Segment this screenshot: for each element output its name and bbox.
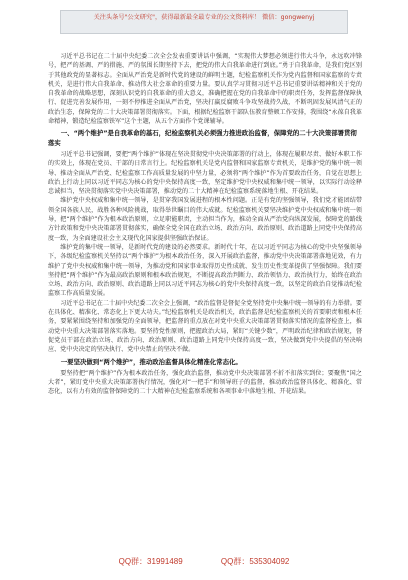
body-paragraph: 维护党的集中统一领导，是新时代党的建设的必然要求。新时代十年，在以习近平同志为核心的党中央坚强领导下，各级纪检监察机关坚持以“两个维护”为根本政治任务，深入开展政治监督，推动党中央决策部署落地见效，有力维护了党中央权威和集中统一领导，为推动党和国家事业取得历史性成就、发生历史性变革提供了坚强保障。我们要坚持把“两个维护”作为最高政治原则和根本政治规矩，不断提高政治判断力、政治领悟力、政治执行力，始终在政治立场、政治方向、政治原则、政治道路上同以习近平同志为核心的党中央保持高度一致，以坚定的政治自觉推动纪检监察工作高质量发展。: [48, 243, 362, 298]
qq-group-2: QQ群：535304092: [220, 557, 290, 566]
body-paragraph: 维护党中央权威和集中统一领导，是贯穿我国发展进程的根本性问题。正是有党的坚强领导，我们党才能团结带领全国各族人民，战胜各种风险挑战，取得举世瞩目的伟大成就。纪检监察机关要坚决维护党中央权威和集中统一领导，把“两个维护”作为根本政治原则，立足职能职责，主动担当作为，推动全面从严治党向纵深发展，保障党的路线方针政策和党中央决策部署贯彻落实，确保全党全国在政治立场、政治方向、政治原则、政治道路上同党中央保持高度一致，为全面建设社会主义现代化国家提供坚强政治保证。: [48, 197, 362, 242]
section-heading-1: 一、“两个维护”是自我革命的基石，纪检监察机关必须强力推进政治监督，保障党的二十大决策部署贯彻落实: [48, 129, 357, 147]
document-body: [48, 52, 362, 397]
qq-group-1: QQ群：31991489: [118, 557, 183, 566]
section-heading-2: 一要坚决做到“两个维护”，推动政治监督具体化精准化常态化。: [60, 357, 242, 366]
intro-paragraph: 习近平总书记在二十届中央纪委二次全会发表重要讲话中强调，“实现伟大梦想必须进行伟大斗争，永远吹冲锋号，把严的基调、严的措施、严的氛围长期坚持下去，把党的伟大自我革命进行到底。”勇于自我革命，是我们党区别于其他政党的显著标志。全面从严治党是新时代党的建设的鲜明主题，纪检监察机关作为党内监督和国家监察的专责机关，是进行伟大自我革命、推动伟大社会革命的重要力量。要认真学习贯彻习近平总书记重要讲话精神和关于党的自我革命的战略思想，深刻认识党的自我革命的重大意义，准确把握在党的自我革命中的职责任务，发挥监督保障执行、促进完善发展作用，一刻不停推进全面从严治党，坚决打赢反腐败斗争攻坚战持久战，不断巩固发展风清气正的政治生态，保障党的二十大决策部署贯彻落实。下面，根据纪检监察干部队伍教育整顿工作安排，我围绕“永葆自我革命精神，锻造纪检监察铁军”这个主题，从五个方面作个党课辅导。: [48, 53, 362, 126]
promo-banner: [60, 10, 348, 34]
body-paragraph: 习近平总书记在二十届中央纪委二次全会上强调，“政治监督是督促全党坚持党中央集中统一领导的有力举措。要在具体化、精准化、常态化上下更大功夫。”纪检监察机关是政治机关，政治监督是纪检监察机关的首要职责和根本任务，要紧紧围绕坚持和加强党的全面领导，把监督的重点放在对党中央重大决策部署贯彻落实情况的监督检查上，推动党中央重大决策部署落实落地。要坚持党性原则，把握政治大局，紧盯“关键少数”，严明政治纪律和政治规矩，督促党员干部在政治立场、政治方向、政治原则、政治道路上同党中央保持高度一致，坚决做到党中央提倡的坚决响应、党中央决定的坚决执行、党中央禁止的坚决不做。: [48, 299, 362, 354]
footer: [0, 556, 408, 567]
promo-banner-line1: 关注头条号"公文研究"，获得最新最全最专业的公文资料库！ 微信：gongwenyj: [93, 14, 315, 21]
body-paragraph: 习近平总书记强调，要把“两个维护”体现在坚决贯彻党中央决策部署的行动上，体现在履职尽责、做好本职工作的实效上，体现在党员、干部的日常言行上。纪检监察机关是党内监督和国家监察专责机关，是维护党的集中统一领导、推动全面从严治党、纪检监察工作高质量发展的中坚力量，必须将“两个维护”作为首要政治任务，自觉在思想上政治上行动上同以习近平同志为核心的党中央保持高度一致，坚定维护党中央权威和集中统一领导，以实际行动诠释忠诚担当，坚决贯彻落实党中央决策部署，推动党的二十大精神在纪检监察系统落地生根、开花结果。: [48, 150, 362, 196]
body-paragraph: 要坚持把“两个维护”作为根本政治任务，强化政治监督，推动党中央决策部署不折不扣落实到位；要聚焦“国之大者”，紧盯党中央重大决策部署执行情况，强化对“一把手”和领导班子的监督，推动政治监督具体化、精准化、常态化，以有力有效的监督保障党的二十大精神在纪检监察系统和各项事业中落地生根、开花结果。: [48, 369, 362, 396]
